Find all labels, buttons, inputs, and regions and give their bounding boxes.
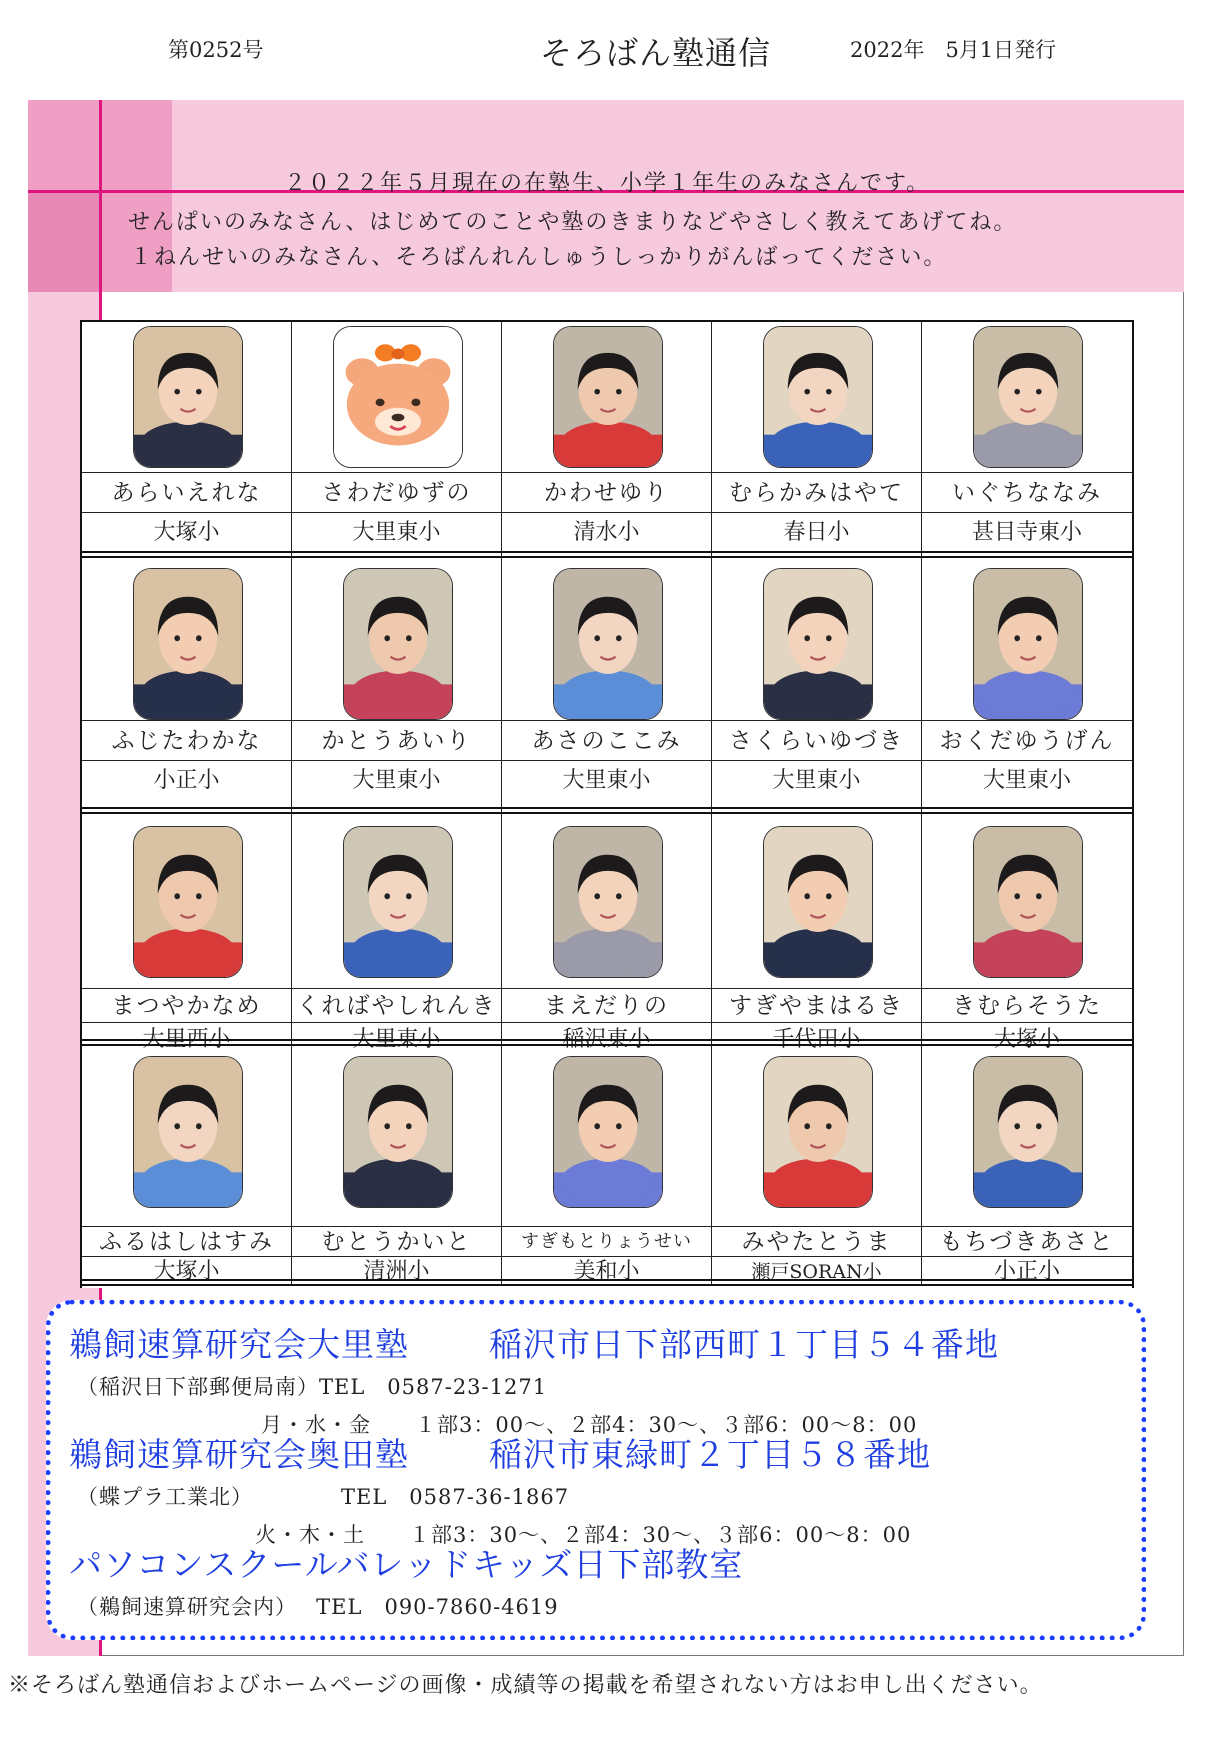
student-name: まえだりの bbox=[502, 988, 711, 1022]
student-name: みやたとうま bbox=[712, 1226, 921, 1256]
student-cell bbox=[292, 322, 502, 558]
student-name: まつやかなめ bbox=[82, 988, 291, 1022]
student-school: 清水小 bbox=[502, 512, 711, 552]
student-name: むとうかいと bbox=[292, 1226, 501, 1256]
student-cell bbox=[712, 814, 922, 1052]
student-school: 大里東小 bbox=[292, 1022, 501, 1056]
contact-box bbox=[46, 1300, 1146, 1640]
school1-schedule: 月・水・金 １部3：00～、２部4：30～、３部6：00～8：00 bbox=[261, 1413, 918, 1437]
intro-line-2: せんぱいのみなさん、はじめてのことや塾のきまりなどやさしく教えてあげてね。 bbox=[128, 210, 1018, 235]
student-school: 大里西小 bbox=[82, 1022, 291, 1056]
student-school: 清洲小 bbox=[292, 1256, 501, 1286]
student-name: ふるはしはすみ bbox=[82, 1226, 291, 1256]
student-cell bbox=[712, 1046, 922, 1286]
student-name: さくらいゆづき bbox=[712, 720, 921, 760]
student-school: 千代田小 bbox=[712, 1022, 921, 1056]
student-school: 大里東小 bbox=[292, 760, 501, 800]
intro-line-3: １ねんせいのみなさん、そろばんれんしゅうしっかりがんばってください。 bbox=[130, 245, 948, 270]
student-school: 大里東小 bbox=[712, 760, 921, 800]
student-school: 大塚小 bbox=[82, 512, 291, 552]
student-photo bbox=[553, 568, 663, 720]
student-school: 小正小 bbox=[922, 1256, 1132, 1286]
student-cell bbox=[712, 558, 922, 814]
student-cell bbox=[502, 814, 712, 1052]
school1-address: 稲沢市日下部西町１丁目５４番地 bbox=[489, 1325, 999, 1364]
student-photo bbox=[133, 326, 243, 468]
student-photo bbox=[133, 568, 243, 720]
student-cell bbox=[292, 558, 502, 814]
bear-illustration bbox=[333, 326, 463, 468]
student-school: 春日小 bbox=[712, 512, 921, 552]
student-cell bbox=[82, 322, 292, 558]
school3-landmark-tel: （鵜飼速算研究会内） TEL 090-7860-4619 bbox=[77, 1595, 559, 1619]
student-name: すぎもとりょうせい bbox=[502, 1226, 711, 1256]
student-photo bbox=[553, 1056, 663, 1208]
student-photo bbox=[763, 326, 873, 468]
school2-tel: TEL 0587-36-1867 bbox=[341, 1485, 570, 1509]
student-name: おくだゆうげん bbox=[922, 720, 1132, 760]
student-photo bbox=[343, 1056, 453, 1208]
pink-corner-block bbox=[28, 190, 100, 292]
student-name: いぐちななみ bbox=[922, 472, 1132, 512]
school2-schedule: 火・木・土 １部3：30～、２部4：30～、３部6：00～8：00 bbox=[255, 1523, 912, 1547]
student-school: 小正小 bbox=[82, 760, 291, 800]
newsletter-title: そろばん塾通信 bbox=[540, 34, 772, 72]
student-cell bbox=[292, 1046, 502, 1286]
student-name: むらかみはやて bbox=[712, 472, 921, 512]
student-name: あさのここみ bbox=[502, 720, 711, 760]
student-cell bbox=[922, 814, 1132, 1052]
student-photo bbox=[343, 826, 453, 978]
school2-name: 鵜飼速算研究会奥田塾 bbox=[69, 1435, 409, 1474]
student-name: かわせゆり bbox=[502, 472, 711, 512]
footer-note: ※そろばん塾通信およびホームページの画像・成績等の掲載を希望されない方はお申し出ください。 bbox=[8, 1673, 1043, 1698]
student-name: くればやしれんき bbox=[292, 988, 501, 1022]
student-cell bbox=[292, 814, 502, 1052]
student-name: さわだゆずの bbox=[292, 472, 501, 512]
student-name: ふじたわかな bbox=[82, 720, 291, 760]
issue-date: 2022年 5月1日発行 bbox=[850, 38, 1057, 62]
student-grid bbox=[80, 320, 1134, 1288]
student-school: 大里東小 bbox=[292, 512, 501, 552]
student-school: 瀬戸SORAN小 bbox=[712, 1256, 921, 1286]
student-cell bbox=[502, 558, 712, 814]
school2-address: 稲沢市東緑町２丁目５８番地 bbox=[489, 1435, 931, 1474]
student-photo bbox=[973, 1056, 1083, 1208]
student-cell bbox=[82, 814, 292, 1052]
student-school: 大里東小 bbox=[922, 760, 1132, 800]
school1-name: 鵜飼速算研究会大里塾 bbox=[69, 1325, 409, 1364]
student-photo bbox=[973, 568, 1083, 720]
student-cell bbox=[502, 1046, 712, 1286]
student-cell bbox=[922, 322, 1132, 558]
student-photo bbox=[973, 326, 1083, 468]
issue-number: 第0252号 bbox=[168, 38, 264, 62]
row-separator bbox=[82, 807, 1132, 814]
student-cell bbox=[82, 1046, 292, 1286]
student-name: かとうあいり bbox=[292, 720, 501, 760]
student-name: きむらそうた bbox=[922, 988, 1132, 1022]
student-photo bbox=[553, 326, 663, 468]
student-cell bbox=[712, 322, 922, 558]
school2-landmark: （蝶プラ工業北） bbox=[77, 1485, 253, 1509]
student-school: 美和小 bbox=[502, 1256, 711, 1286]
student-school: 稲沢東小 bbox=[502, 1022, 711, 1056]
student-cell bbox=[82, 558, 292, 814]
student-cell bbox=[922, 1046, 1132, 1286]
student-name: すぎやまはるき bbox=[712, 988, 921, 1022]
student-photo bbox=[763, 826, 873, 978]
student-name: あらいえれな bbox=[82, 472, 291, 512]
row-separator bbox=[82, 551, 1132, 558]
student-photo bbox=[763, 1056, 873, 1208]
student-name: もちづきあさと bbox=[922, 1226, 1132, 1256]
student-school: 甚目寺東小 bbox=[922, 512, 1132, 552]
student-cell bbox=[922, 558, 1132, 814]
student-photo bbox=[343, 568, 453, 720]
student-school: 大塚小 bbox=[82, 1256, 291, 1286]
school3-name: パソコンスクールバレッドキッズ日下部教室 bbox=[69, 1545, 744, 1584]
intro-line-1: ２０２２年５月現在の在塾生、小学１年生のみなさんです。 bbox=[284, 171, 931, 196]
school1-landmark-tel: （稲沢日下部郵便局南）TEL 0587-23-1271 bbox=[77, 1375, 548, 1399]
student-photo bbox=[553, 826, 663, 978]
student-school: 大塚小 bbox=[922, 1022, 1132, 1056]
row-separator bbox=[82, 1039, 1132, 1046]
student-photo bbox=[973, 826, 1083, 978]
student-photo bbox=[133, 1056, 243, 1208]
row-separator bbox=[82, 1279, 1132, 1286]
student-school: 大里東小 bbox=[502, 760, 711, 800]
student-photo bbox=[763, 568, 873, 720]
student-cell bbox=[502, 322, 712, 558]
student-photo bbox=[133, 826, 243, 978]
